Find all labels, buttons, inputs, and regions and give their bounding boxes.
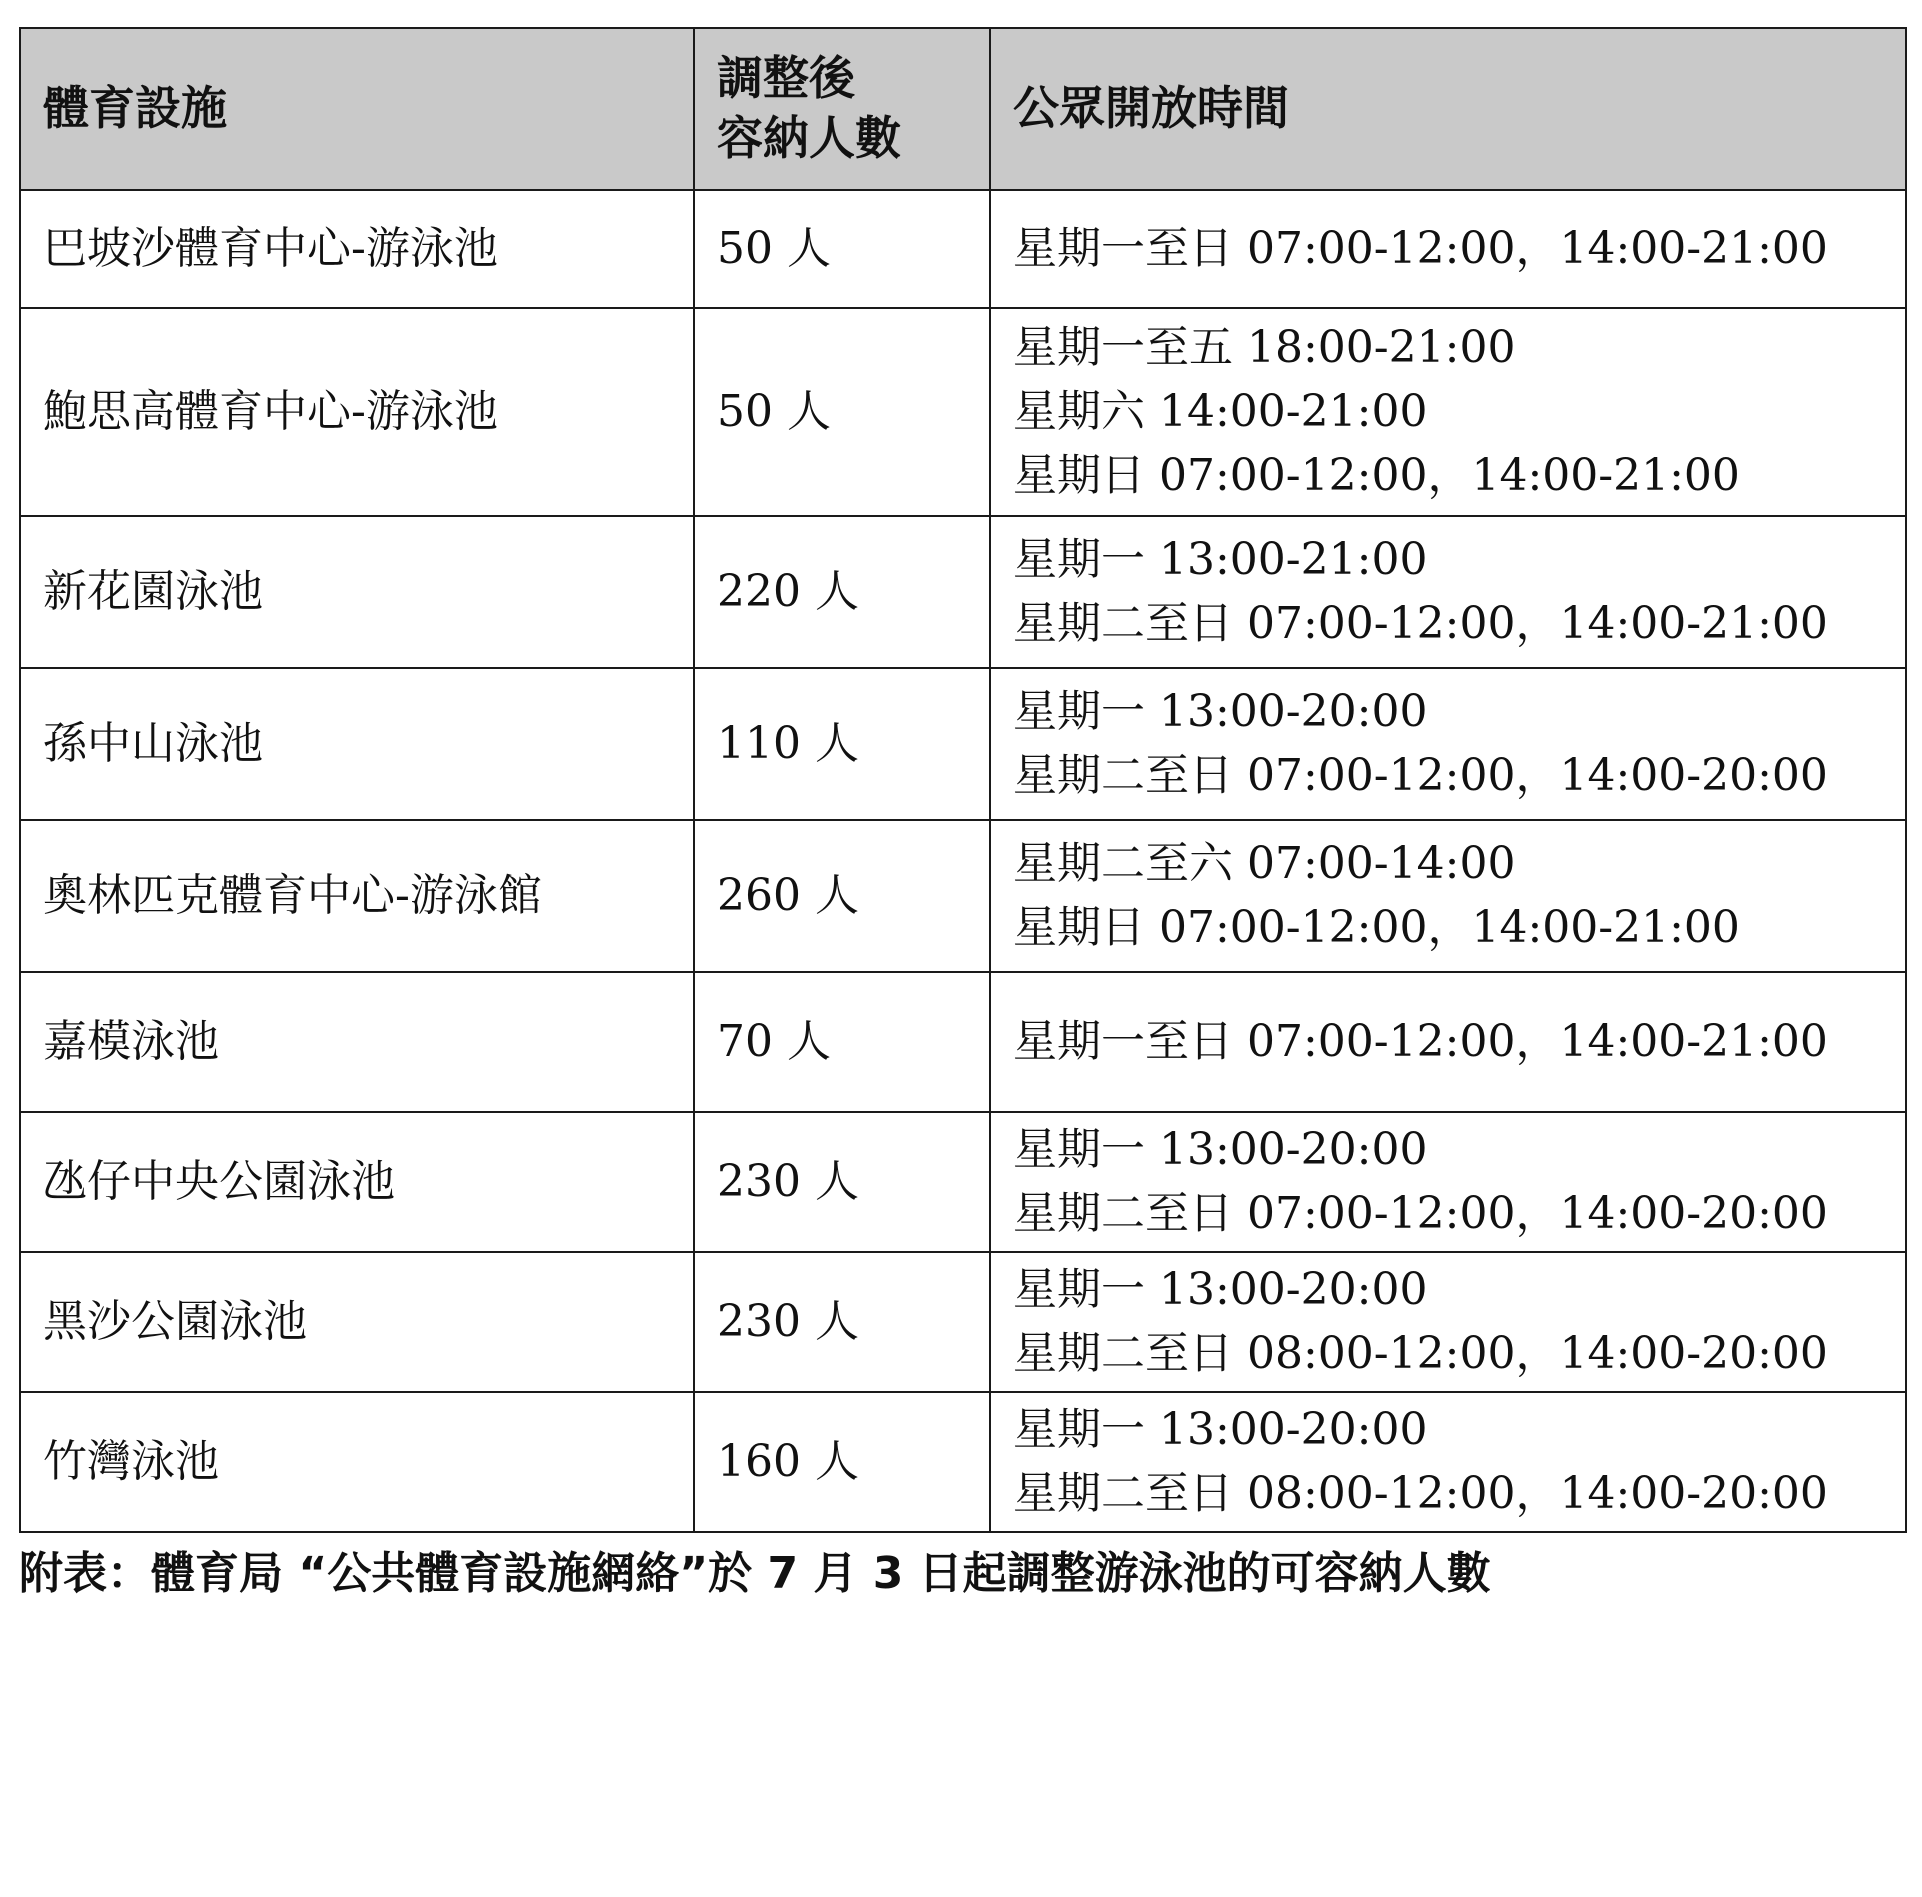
facility-name: 黑沙公園泳池 — [20, 1252, 694, 1392]
opening-hours-line: 星期一 13:00-20:00 — [1013, 1124, 1428, 1175]
table-caption: 附表：體育局 “公共體育設施網絡”於 7 月 3 日起調整游泳池的可容納人數 — [19, 1548, 1491, 1599]
header-capacity-line-2: 容納人數 — [717, 111, 901, 165]
opening-hours — [990, 668, 1906, 820]
table-row — [20, 972, 1906, 1112]
swimming-pool-table — [19, 27, 1907, 1533]
table-row — [20, 820, 1906, 972]
opening-hours — [990, 1112, 1906, 1252]
table-row — [20, 668, 1906, 820]
header-facility: 體育設施 — [20, 28, 694, 190]
opening-hours-line: 星期一至日 07:00-12:00，14:00-21:00 — [1013, 223, 1828, 274]
header-capacity-line-1: 調整後 — [717, 51, 855, 106]
table-row — [20, 308, 1906, 516]
capacity-value: 220 人 — [694, 516, 990, 668]
opening-hours-line: 星期二至日 08:00-12:00，14:00-20:00 — [1013, 1468, 1828, 1519]
table-header — [20, 28, 1906, 190]
opening-hours-line: 星期二至日 07:00-12:00，14:00-21:00 — [1013, 598, 1828, 649]
capacity-value: 110 人 — [694, 668, 990, 820]
opening-hours — [990, 972, 1906, 1112]
facility-name: 孫中山泳池 — [20, 668, 694, 820]
opening-hours-line: 星期一 13:00-20:00 — [1013, 686, 1428, 737]
opening-hours-line: 星期日 07:00-12:00，14:00-21:00 — [1013, 902, 1740, 953]
opening-hours-line: 星期二至日 07:00-12:00，14:00-20:00 — [1013, 750, 1828, 801]
document — [19, 27, 1905, 1602]
opening-hours-line: 星期一 13:00-20:00 — [1013, 1404, 1428, 1455]
capacity-value: 50 人 — [694, 308, 990, 516]
opening-hours-line: 星期一至五 18:00-21:00 — [1013, 322, 1516, 373]
header-row — [20, 28, 1906, 190]
facility-name: 嘉模泳池 — [20, 972, 694, 1112]
capacity-value: 260 人 — [694, 820, 990, 972]
opening-hours-line: 星期二至日 08:00-12:00，14:00-20:00 — [1013, 1328, 1828, 1379]
opening-hours — [990, 516, 1906, 668]
opening-hours-line: 星期一 13:00-20:00 — [1013, 1264, 1428, 1315]
opening-hours — [990, 820, 1906, 972]
table-row — [20, 516, 1906, 668]
header-capacity — [694, 28, 990, 190]
capacity-value: 230 人 — [694, 1112, 990, 1252]
opening-hours-line: 星期六 14:00-21:00 — [1013, 386, 1428, 437]
opening-hours — [990, 190, 1906, 308]
capacity-value: 160 人 — [694, 1392, 990, 1532]
header-hours: 公眾開放時間 — [990, 28, 1906, 190]
table-row — [20, 1392, 1906, 1532]
opening-hours-line: 星期二至日 07:00-12:00，14:00-20:00 — [1013, 1188, 1828, 1239]
facility-name: 鮑思高體育中心-游泳池 — [20, 308, 694, 516]
facility-name: 奧林匹克體育中心-游泳館 — [20, 820, 694, 972]
table-row — [20, 1112, 1906, 1252]
opening-hours-line: 星期一至日 07:00-12:00，14:00-21:00 — [1013, 1016, 1828, 1067]
opening-hours — [990, 308, 1906, 516]
opening-hours-line: 星期二至六 07:00-14:00 — [1013, 838, 1516, 889]
facility-name: 竹灣泳池 — [20, 1392, 694, 1532]
capacity-value: 230 人 — [694, 1252, 990, 1392]
table-body — [20, 190, 1906, 1532]
opening-hours-line: 星期日 07:00-12:00，14:00-21:00 — [1013, 450, 1740, 501]
table-row — [20, 1252, 1906, 1392]
opening-hours-line: 星期一 13:00-21:00 — [1013, 534, 1428, 585]
capacity-value: 70 人 — [694, 972, 990, 1112]
table-row — [20, 190, 1906, 308]
opening-hours — [990, 1392, 1906, 1532]
facility-name: 新花園泳池 — [20, 516, 694, 668]
facility-name: 巴坡沙體育中心-游泳池 — [20, 190, 694, 308]
opening-hours — [990, 1252, 1906, 1392]
capacity-value: 50 人 — [694, 190, 990, 308]
facility-name: 氹仔中央公園泳池 — [20, 1112, 694, 1252]
